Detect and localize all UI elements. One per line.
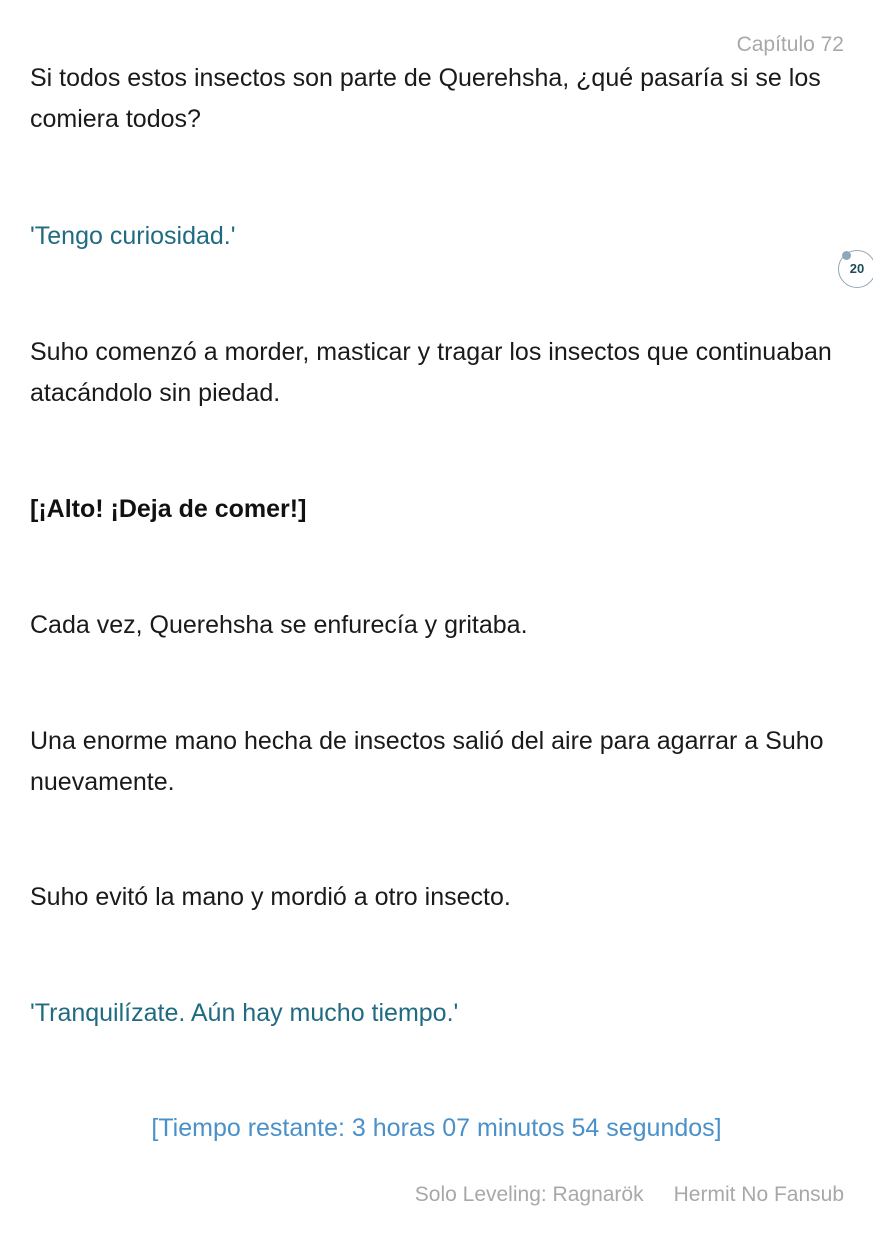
page-number-badge[interactable] (838, 250, 873, 288)
footer (415, 1181, 844, 1209)
system-timer: [Tiempo restante: 3 horas 07 minutos 54 segundos] (151, 1114, 722, 1142)
paragraph-narration: Suho comenzó a morder, masticar y tragar los insectos que continuaban atacándolo sin piedad. (30, 338, 832, 407)
paragraph-system-message: [¡Alto! ¡Deja de comer!] (30, 495, 307, 523)
page-number: 20 (849, 261, 865, 276)
paragraph-narration: Cada vez, Querehsha se enfurecía y gritaba. (30, 611, 528, 639)
novel-title: Solo Leveling: Ragnarök (414, 1183, 644, 1206)
paragraph-narration: Suho evitó la mano y mordió a otro insecto. (30, 883, 511, 911)
translator-credit: Hermit No Fansub (673, 1183, 844, 1206)
paragraph-thought: 'Tranquilízate. Aún hay mucho tiempo.' (30, 999, 459, 1027)
dot-icon (842, 251, 851, 260)
chapter-title: Capítulo 72 (736, 33, 844, 56)
paragraph-thought: 'Tengo curiosidad.' (30, 222, 236, 250)
paragraph-narration: Si todos estos insectos son parte de Querehsha, ¿qué pasaría si se los comiera todos? (30, 64, 821, 133)
paragraph-narration: Una enorme mano hecha de insectos salió del aire para agarrar a Suho nuevamente. (30, 727, 824, 796)
